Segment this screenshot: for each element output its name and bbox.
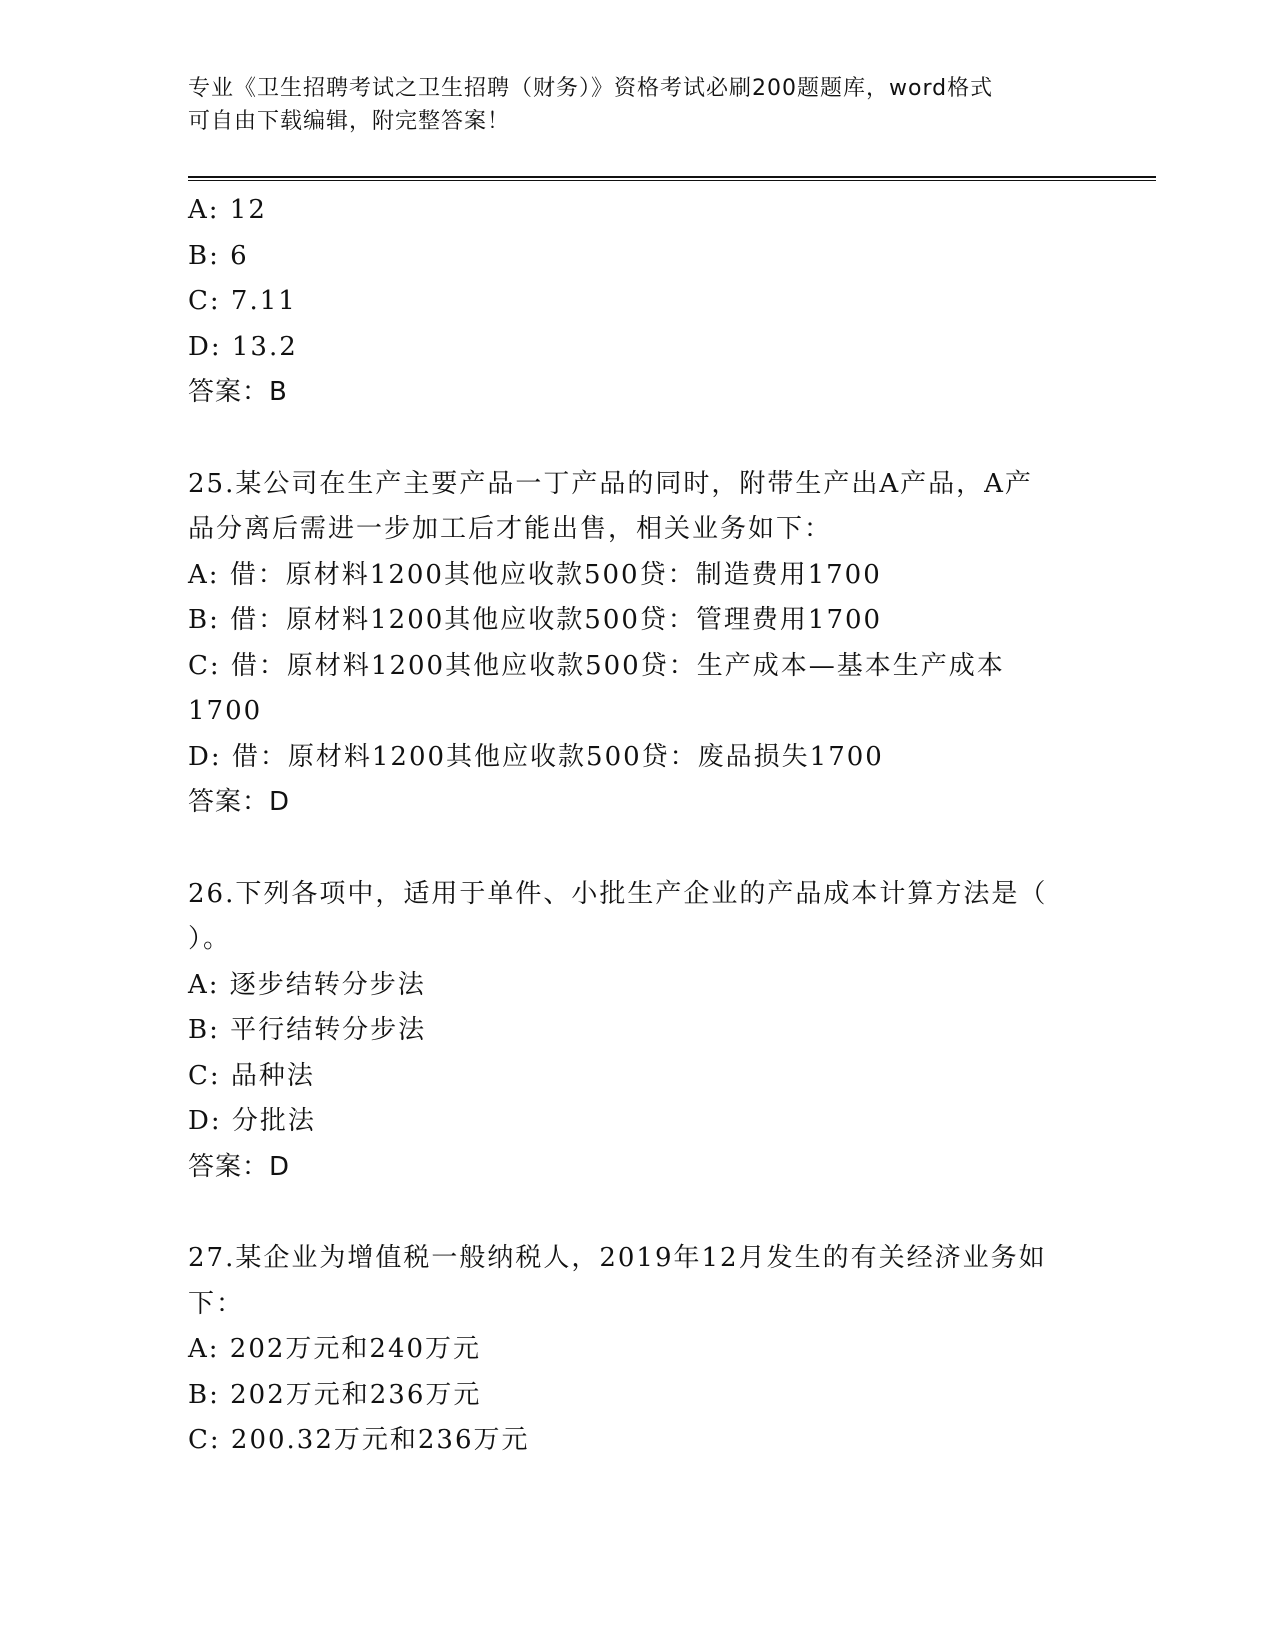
spacer <box>188 826 1068 872</box>
spacer <box>188 416 1068 462</box>
option-b: B: 202万元和236万元 <box>188 1379 482 1410</box>
answer-line: 答案：D <box>188 1151 291 1182</box>
question-26 <box>188 872 1068 1191</box>
question-stem-line-2: 品分离后需进一步加工后才能出售，相关业务如下： <box>188 514 833 544</box>
question-content <box>188 188 1068 1464</box>
option-d: D: 借：原材料1200其他应收款500贷：废品损失1700 <box>188 741 884 772</box>
option-b: B: 6 <box>188 240 249 271</box>
option-a: A: 借：原材料1200其他应收款500贷：制造费用1700 <box>188 559 882 590</box>
option-a: A: 202万元和240万元 <box>188 1334 482 1364</box>
option-c: C: 200.32万元和236万元 <box>188 1425 530 1455</box>
answer-line: 答案：D <box>188 787 291 817</box>
spacer <box>188 1190 1068 1236</box>
answer-line: 答案：B <box>188 377 288 407</box>
option-b: B: 平行结转分步法 <box>188 1015 427 1045</box>
question-stem-line-1: 27.某企业为增值税一般纳税人，2019年12月发生的有关经济业务如 <box>188 1243 1047 1273</box>
question-25 <box>188 462 1068 826</box>
header-divider <box>188 176 1156 181</box>
document-header <box>188 72 1068 138</box>
option-a: A: 12 <box>188 195 267 225</box>
option-b: B: 借：原材料1200其他应收款500贷：管理费用1700 <box>188 605 883 635</box>
option-c-continued: 1700 <box>188 696 263 726</box>
question-stem-line-2: 下： <box>188 1288 245 1319</box>
question-stem-line-2: ）。 <box>188 924 232 954</box>
question-27 <box>188 1236 1068 1464</box>
question-stem-line-1: 26.下列各项中，适用于单件、小批生产企业的产品成本计算方法是（ <box>188 878 1048 909</box>
header-line-1: 专业《卫生招聘考试之卫生招聘（财务）》资格考试必刷200题题库，word格式 <box>188 76 994 101</box>
option-d: D: 13.2 <box>188 331 298 362</box>
option-c: C: 借：原材料1200其他应收款500贷：生产成本—基本生产成本 <box>188 650 1005 681</box>
option-c: C: 品种法 <box>188 1060 315 1091</box>
question-24 <box>188 188 1068 416</box>
question-stem-line-1: 25.某公司在生产主要产品一丁产品的同时，附带生产出A产品，A产 <box>188 468 1033 499</box>
header-line-2: 可自由下载编辑，附完整答案！ <box>188 109 511 134</box>
option-c: C: 7.11 <box>188 286 297 316</box>
option-a: A: 逐步结转分步法 <box>188 969 426 1000</box>
option-d: D: 分批法 <box>188 1106 316 1136</box>
